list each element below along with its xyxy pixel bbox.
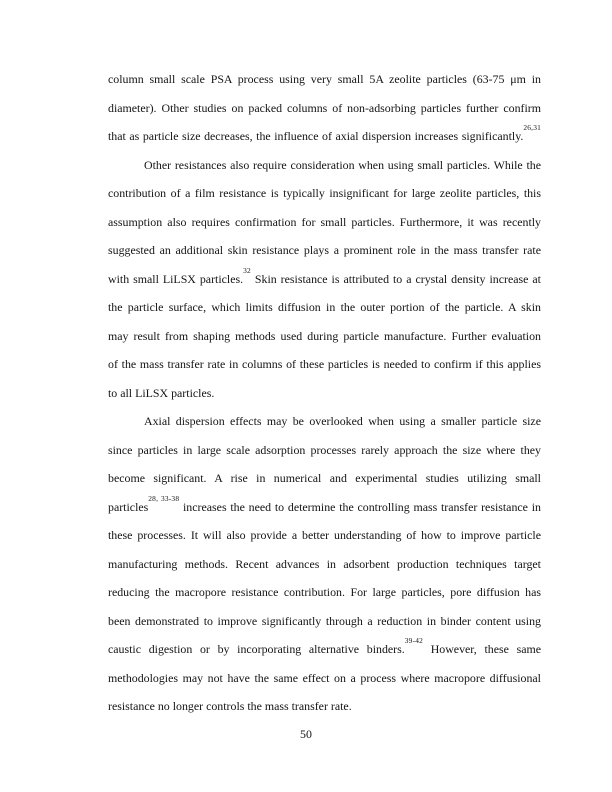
text-line: since particles in large scale adsorption processes rarely approach the size where they [108, 442, 541, 457]
paragraph [108, 407, 541, 721]
text-line: particles$^{28, 33-38}$ increases the need to determine the controlling mass transfer resistance in [108, 493, 541, 514]
citation-superscript: 26,31 [523, 123, 541, 133]
text-line: these processes. It will also provide a better understanding of how to improve particle [108, 528, 541, 542]
text-line: Other resistances also require consideration when using small particles. While the [144, 157, 541, 172]
text-line: to all LiLSX particles. [108, 385, 215, 400]
text-line: manufacturing methods. Recent advances in adsorbent production techniques target [108, 556, 541, 571]
citation-superscript: 39-42 [404, 636, 423, 646]
text-line: methodologies may not have the same effect on a process where macropore diffusional [108, 670, 541, 685]
text-line: of the mass transfer rate in columns of these particles is needed to confirm if this applies [108, 357, 541, 371]
text-line: contribution of a film resistance is typically insignificant for large zeolite particles, this [108, 186, 541, 200]
paragraph [108, 65, 541, 151]
citation-superscript: 28, 33-38 [148, 493, 180, 503]
text-line: been demonstrated to improve significantly through a reduction in binder content using [108, 613, 541, 628]
text-line: may result from shaping methods used during particle manufacture. Further evaluation [108, 328, 541, 343]
text-line: Axial dispersion effects may be overlooked when using a smaller particle size [144, 414, 541, 428]
text-line: diameter). Other studies on packed columns of non-adsorbing particles further confirm [108, 100, 541, 115]
citation-superscript: 32 [243, 265, 251, 275]
page-number: 50 [300, 727, 312, 741]
text-line: that as particle size decreases, the influence of axial dispersion increases significantly.$^{26,31}$ [108, 123, 541, 143]
text-line: reducing the macropore resistance contribution. For large particles, pore diffusion has [108, 585, 541, 599]
text-line: become significant. A rise in numerical and experimental studies utilizing small [108, 471, 541, 485]
text-line: assumption also requires confirmation for small particles. Furthermore, it was recently [108, 214, 541, 229]
text-line: column small scale PSA process using very small 5A zeolite particles (63-75 μm in [108, 72, 541, 86]
paragraph [108, 151, 541, 408]
text-line: the particle surface, which limits diffusion in the outer portion of the particle. A skin [108, 300, 541, 314]
text-line: suggested an additional skin resistance plays a prominent role in the mass transfer rate [108, 243, 541, 257]
body-text [108, 65, 541, 721]
text-line: with small LiLSX particles.$^{32}$ Skin resistance is attributed to a crystal density increase at [108, 265, 541, 286]
text-line: caustic digestion or by incorporating alternative binders.$^{39-42}$ However, these same [108, 636, 542, 656]
text-line: resistance no longer controls the mass transfer rate. [108, 699, 352, 713]
